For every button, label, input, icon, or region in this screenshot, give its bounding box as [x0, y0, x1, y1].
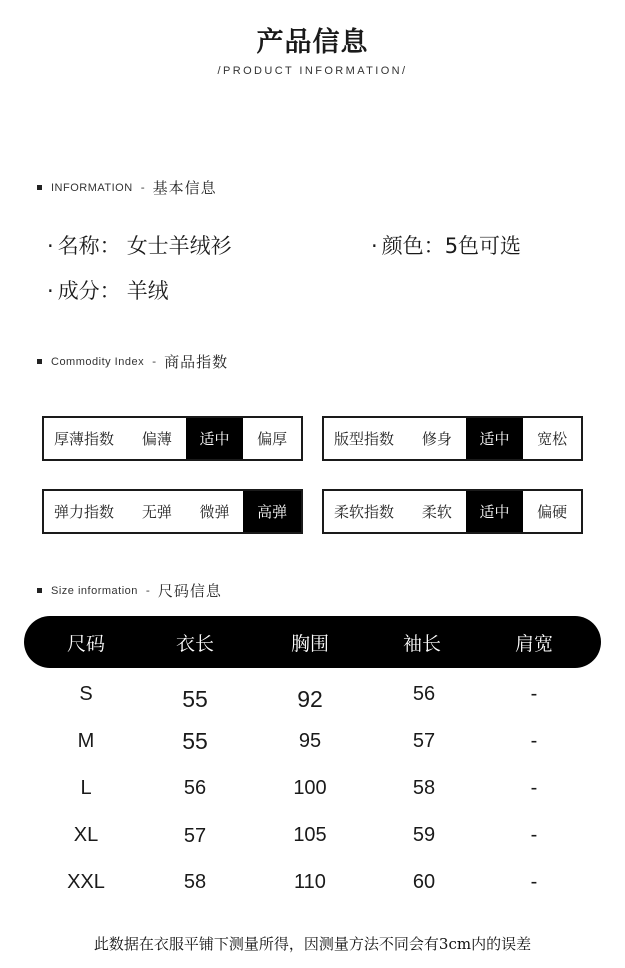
table-cell: 57 [412, 730, 436, 752]
square-bullet-icon [37, 185, 42, 190]
index-name: 弹力指数 [54, 503, 115, 521]
table-cell: - [530, 871, 538, 893]
index-option: 柔软 [421, 503, 452, 521]
dot-bullet: · [47, 279, 54, 303]
table-cell: 105 [293, 824, 327, 846]
table-cell: 55 [182, 728, 208, 754]
index-option: 修身 [421, 430, 452, 448]
table-cell: 58 [412, 777, 436, 799]
info-material [47, 275, 169, 305]
table-cell: 95 [298, 730, 322, 752]
size-table-header [24, 616, 601, 668]
table-cell: 58 [183, 871, 207, 893]
table-header-cell: 肩宽 [514, 632, 553, 655]
info-color [371, 230, 521, 260]
index-box-elasticity [42, 489, 303, 534]
table-cell: XL [73, 824, 99, 846]
material-value: 羊绒 [126, 279, 169, 303]
table-header-cell: 胸围 [290, 632, 329, 655]
section-label-cn: 基本信息 [152, 179, 217, 197]
section-dash: - [145, 584, 150, 597]
section-label-en: Size information [51, 584, 138, 597]
table-cell: L [80, 777, 92, 799]
table-cell: 55 [182, 686, 208, 712]
table-cell: - [530, 730, 538, 752]
table-cell: - [530, 683, 538, 705]
square-bullet-icon [37, 359, 42, 364]
section-header-size-info [37, 580, 222, 601]
color-label: 颜色： [381, 234, 445, 258]
section-label-en: INFORMATION [51, 181, 133, 194]
section-header-basic-info [37, 177, 217, 198]
square-bullet-icon [37, 588, 42, 593]
table-cell: 92 [297, 686, 323, 712]
table-header-cell: 衣长 [175, 632, 214, 655]
table-header-cell: 袖长 [402, 632, 441, 655]
index-name: 柔软指数 [334, 503, 395, 521]
table-cell: 56 [183, 777, 207, 799]
table-cell: 100 [293, 777, 327, 799]
name-label: 名称： [57, 234, 121, 258]
index-option: 偏厚 [257, 430, 288, 448]
index-box-softness [322, 489, 583, 534]
index-option: 偏薄 [141, 430, 172, 448]
index-option: 适中 [466, 418, 524, 459]
page-subtitle: /PRODUCT INFORMATION/ [217, 65, 408, 77]
table-cell: - [530, 777, 538, 799]
table-cell: - [530, 824, 538, 846]
table-header-cell: 尺码 [66, 632, 105, 655]
dot-bullet: · [47, 234, 54, 258]
index-option: 适中 [466, 491, 524, 532]
name-value: 女士羊绒衫 [126, 234, 232, 258]
index-option: 宽松 [537, 430, 568, 448]
measurement-footnote: 此数据在衣服平铺下测量所得，因测量方法不同会有3cm内的误差 [93, 935, 532, 953]
color-value: 5色可选 [444, 234, 522, 258]
table-cell: 110 [294, 871, 326, 893]
index-option: 适中 [186, 418, 244, 459]
table-cell: S [79, 683, 93, 705]
index-option: 无弹 [141, 503, 172, 521]
index-option: 偏硬 [537, 503, 568, 521]
table-cell: 59 [412, 824, 436, 846]
index-name: 版型指数 [334, 430, 395, 448]
table-cell: XXL [67, 871, 105, 893]
table-cell: 57 [183, 825, 207, 847]
section-header-commodity-index [37, 351, 228, 372]
index-box-fit [322, 416, 583, 461]
section-dash: - [152, 355, 157, 368]
table-cell: 56 [412, 683, 436, 705]
index-name: 厚薄指数 [54, 430, 115, 448]
section-label-cn: 尺码信息 [157, 582, 222, 600]
index-option: 高弹 [243, 491, 301, 532]
index-option: 微弹 [199, 503, 230, 521]
material-label: 成分： [57, 279, 121, 303]
page-title: 产品信息 [256, 27, 369, 58]
table-cell: M [77, 730, 95, 752]
dot-bullet: · [371, 234, 378, 258]
table-cell: 60 [412, 871, 436, 893]
index-box-thickness [42, 416, 303, 461]
info-name [47, 230, 232, 260]
section-label-en: Commodity Index [51, 355, 145, 368]
section-dash: - [140, 181, 145, 194]
section-label-cn: 商品指数 [164, 353, 229, 371]
